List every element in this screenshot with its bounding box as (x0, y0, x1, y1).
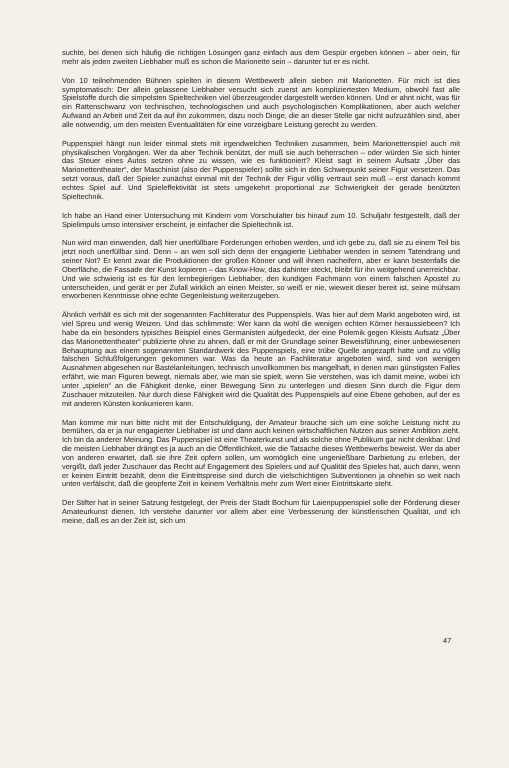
paragraph: Man komme mir nun bitte nicht mit der Entschuldigung, der Amateur brauche sich um eine solche Leistung nicht zu bemühen, da er ja nur engagierter Liebhaber ist und dann auch keinen wirtschaftlichen Nutzen aus seiner Ambition zieht. Ich bin da anderer Meinung. Das Puppenspiel ist eine Theaterkunst und als solche ohne Publikum gar nicht denkbar. Und die meisten Liebhaber drängt es ja auch an die Öffentlichkeit, wie die Tatsache dieses Wettbewerbs beweist. Wer da aber von anderen erwartet, daß sie ihre Zeit opfern sollen, um womöglich eine ungenießbare Darbietung zu erleben, der vergißt, daß jeder Zuschauer das Recht auf Engagement des Spielers und auf Qualität des Spieles hat, auch dann, wenn er keinen Eintritt bezahlt, denn die Eintrittspreise sind durch die vielschichtigen Subventionen ja ohnehin so weit nach unten verfälscht, daß die geopferte Zeit in keinem Verhältnis mehr zum Wert einer Eintrittskarte steht. (62, 417, 460, 489)
paragraph: Der Stifter hat in seiner Satzung festgelegt, der Preis der Stadt Bochum für Laienpuppenspiel solle der Förderung dieser Amateurkunst dienen. Ich verstehe darunter vor allem aber eine Verbesserung der künstlerischen Qualität, und ich meine, daß es an der Zeit ist, sich um (62, 498, 460, 525)
paragraph: Puppenspiel hängt nun leider einmal stets mit irgendwelchen Techniken zusammen, beim Marionettenspiel auch mit physikalischen Vorgängen. Wer da aber Technik benützt, der muß sie auch beherrschen – oder würden Sie sich hinter das Steuer eines Autos setzen ohne zu wissen, wie es funktioniert? Kleist sagt in seinem Aufsatz „Über das Marionettentheater“, der Maschinist (also der Puppenspieler) sollte sich in den Schwerpunkt seiner Figur versetzen. Das setzt voraus, daß der Spieler zunächst einmal mit der Technik der Figur völlig vertraut sein muß – erst danach kommt echtes Spiel auf. Und Spieleffektivität ist stets umgekehrt proportional zur Schwierigkeit der gerade benützten Spieltechnik. (62, 138, 460, 201)
body-text (62, 49, 460, 536)
page-number: 47 (443, 636, 452, 645)
paragraph: Ich habe an Hand einer Untersuchung mit Kindern vom Vorschulalter bis hinauf zum 10. Schuljahr festgestellt, daß der Spielimpuls umso intensiver erscheint, je einfacher die Spieltechnik ist. (62, 210, 460, 229)
paragraph: Ähnlich verhält es sich mit der sogenannten Fachliteratur des Puppenspiels. Was hier auf dem Markt angeboten wird, ist viel Spreu und wenig Weizen. Und das schlimmste: Wer kann da wohl die wenigen echten Körner heraussiebeen? Ich habe da ein besonders typisches Beispiel eines Germanisten aufgedeckt, der eine Polemik gegen Kleists Aufsatz „Über das Marionettentheater“ publizierte ohne zu ahnen, daß er mit der Grundlage seiner Beweisführung, einer unbewiesenen Behauptung aus einem sogenannten Standardwerk des Puppenspiels, eine trübe Quelle angezapft hatte und zu völlig falschen Schlußfolgerungen gekommen war. Was da heute an Fachliteratur angeboten wird, sind von wenigen Ausnahmen abgesehen nur Bastelanleitungen, technisch unvollkommen bis mangelhaft, in denen man günstigsten Falles erfährt, wie man Figuren bewegt, niemals aber, wie man sie spielt, wenn Sie verstehen, was ich damit meine, wobei ich unter „spielen“ an die Fähigkeit denke, einer Bewegung Sinn zu unterlegen und diesen Sinn durch die Figur dem Zuschauer mitzuteilen. Nur durch diese Fähigkeit wird die Qualität des Puppenspiels auf eine Ebene gehoben, auf der es mit anderen Künsten konkurrieren kann. (62, 310, 460, 408)
paragraph: Nun wird man einwenden, daß hier unerfüllbare Forderungen erhoben werden, und ich gebe zu, daß sie zu einem Teil bis jetzt noch unerfüllbar sind. Denn – an wen soll sich denn der engagierte Liebhaber wenden in seinem Tatendrang und seiner Not? Er kennt zwar die Produktionen der großen Könner und will ihnen nacheifern, aber er kann bestenfalls die Oberfläche, die Fassade der Kunst kopieren – das Know-How, das dahinter steckt, bleibt für ihn weitgehend unerreichbar. Und wie schwierig ist es für den lernbegierigen Liebhaber, den kundigen Fachmann von einem falschen Apostel zu unterscheiden, und gerät er per Zufall wirklich an einen Meister, so weiß er nie, wieweit dieser bereit ist, seine mühsam erworbenen Kenntnisse ohne echte Gegenleistung weiterzugeben. (62, 238, 460, 301)
paragraph: Von 10 teilnehmenden Bühnen spielten in diesem Wettbewerb allein sieben mit Marionetten. Für mich ist dies symptomatisch: Der allein gelassene Liebhaber versucht sich zuerst am kompliziertesten Medium, obwohl fast alle Spielstoffe durch die simpelsten Spieltechniken viel überzeugender dargestellt werden können. Und er ahnt nicht, was für ein Rattenschwanz von technischen, technologischen und auch psychologischen Komplikationen, aber auch welcher Aufwand an Arbeit und Zeit da auf ihn zukommen, dazu noch Dinge, die an dieser Stelle gar nicht aufzuzählen sind, aber alle notwendig, um den meisten Eventualitäten für eine vorzeigbare Leistung gerecht zu werden. (62, 75, 460, 129)
paragraph: suchte, bei denen sich häufig die richtigen Lösungen ganz einfach aus dem Gespür ergeben können – aber nein, für mehr als jeden zweiten Liebhaber muß es schon die Marionette sein – darunter tut er es nicht. (62, 48, 460, 66)
